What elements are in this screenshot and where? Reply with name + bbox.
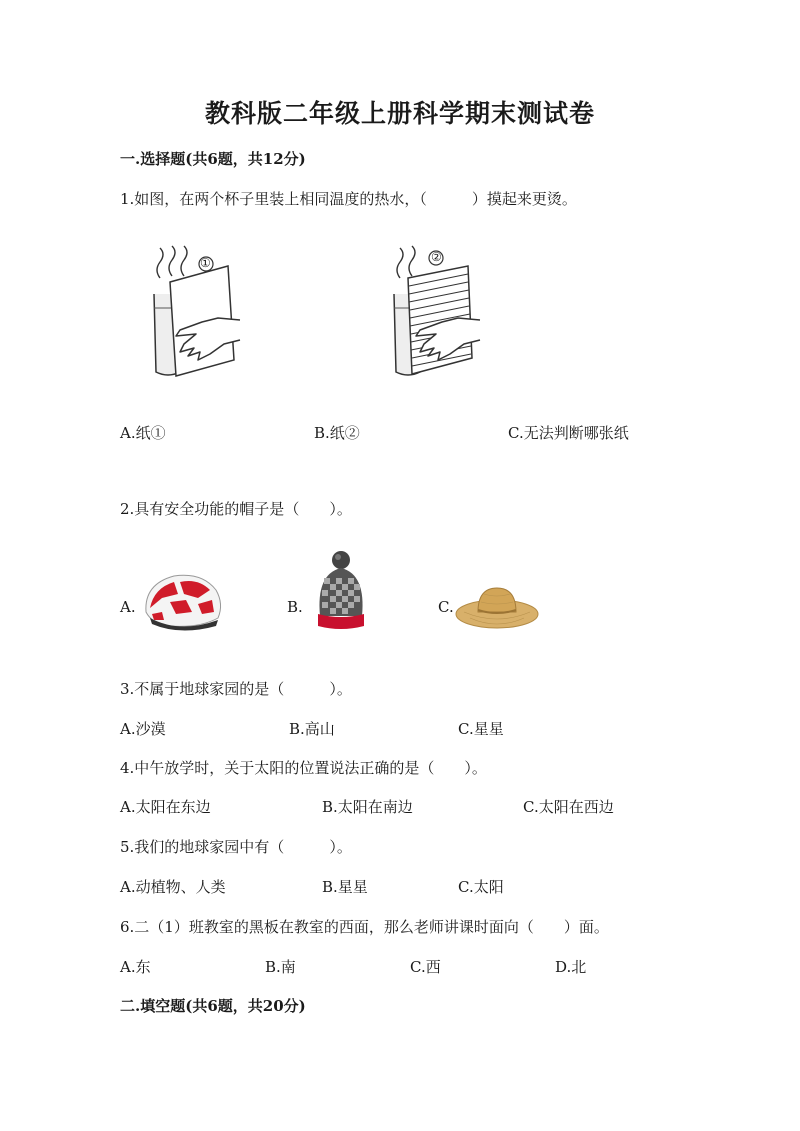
q6-option-d[interactable]: D.北 (555, 958, 587, 976)
question-4: 4.中午放学时，关于太阳的位置说法正确的是（ ）。 (120, 759, 487, 777)
section-fill-heading: 二.填空题(共6题，共20分) (120, 997, 306, 1015)
question-6: 6.二（1）班教室的黑板在教室的西面，那么老师讲课时面向（ ）面。 (120, 918, 609, 936)
question-1: 1.如图，在两个杯子里装上相同温度的热水，（ ）摸起来更烫。 (120, 190, 577, 208)
figure-label-2: ② (431, 250, 442, 264)
q3-option-b[interactable]: B.高山 (289, 720, 335, 738)
q1-option-b[interactable]: B.纸② (314, 424, 360, 442)
cup-paper-2-figure (380, 248, 490, 383)
cup-paper-1-figure (140, 248, 250, 383)
page-title: 教科版二年级上册科学期末测试卷 (204, 99, 595, 128)
q4-option-b[interactable]: B.太阳在南边 (322, 798, 413, 816)
q3-option-c[interactable]: C.星星 (458, 720, 504, 738)
question-3: 3.不属于地球家园的是（ ）。 (120, 680, 352, 698)
q5-option-a[interactable]: A.动植物、人类 (120, 878, 226, 896)
q6-option-c[interactable]: C.西 (410, 958, 441, 976)
q3-option-a[interactable]: A.沙漠 (120, 720, 166, 738)
q4-option-c[interactable]: C.太阳在西边 (523, 798, 614, 816)
figure-label-1: ① (200, 256, 211, 270)
question-2: 2.具有安全功能的帽子是（ ）。 (120, 500, 352, 518)
q2-option-a[interactable]: A. (120, 598, 136, 616)
q6-option-a[interactable]: A.东 (120, 958, 151, 976)
section-choice-heading: 一.选择题(共6题，共12分) (120, 150, 306, 168)
q5-option-c[interactable]: C.太阳 (458, 878, 504, 896)
knit-hat-image (312, 550, 370, 632)
straw-hat-image (454, 582, 540, 632)
q6-option-b[interactable]: B.南 (265, 958, 296, 976)
q2-option-b[interactable]: B. (287, 598, 303, 616)
q1-option-a[interactable]: A.纸① (120, 424, 166, 442)
q5-option-b[interactable]: B.星星 (322, 878, 368, 896)
q4-option-a[interactable]: A.太阳在东边 (120, 798, 211, 816)
bicycle-helmet-image (140, 568, 224, 634)
question-5: 5.我们的地球家园中有（ ）。 (120, 838, 352, 856)
q2-option-c[interactable]: C. (438, 598, 454, 616)
q1-option-c[interactable]: C.无法判断哪张纸 (508, 424, 629, 442)
